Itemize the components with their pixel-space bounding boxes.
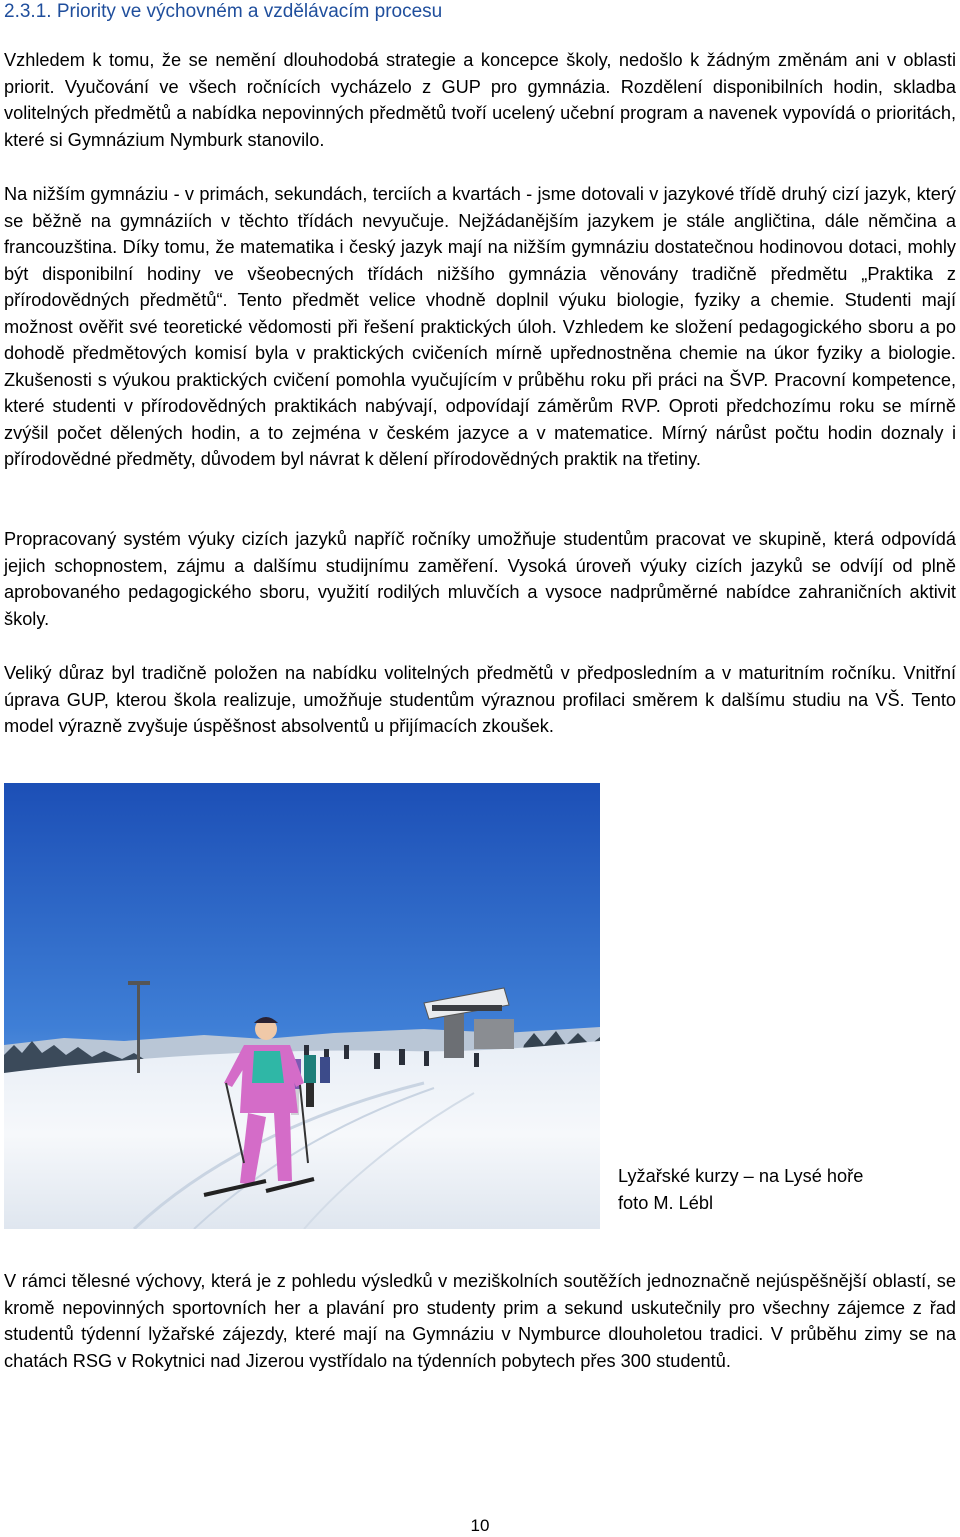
paragraph-physical-education: V rámci tělesné výchovy, která je z pohledu výsledků v meziškolních soutěžích jednoznačně nejúspěšnější oblastí, se kromě nepovinných sportovních her a plavání pro studenty prim a sekund uskutečnily pro všechny zájemce z řad studentů týdenní lyžařské zájezdy, které mají na Gymnáziu v Nymburce dlouholetou tradici. V průběhu zimy se na chatách RSG v Rokytnici nad Jizerou vystřídalo na týdenních pobytech přes 300 studentů. <box>4 1271 956 1371</box>
paragraph-lower-gymnasium: Na nižším gymnáziu - v primách, sekundách, terciích a kvartách - jsme dotovali v jazykové třídě druhý cizí jazyk, který se běžně na gymnáziích v těchto třídách nevyučuje. Nejžádanějším jazykem je stále angličtina, dále němčina a francouzština. Díky tomu, že matematika i český jazyk mají na nižším gymnáziu dostatečnou hodinovou dotaci, mohly být disponibilní hodiny ve všeobecných třídách nižšího gymnázia věnovány tradičně předmětu „Praktika z přírodovědných předmětů“. Tento předmět velice vhodně doplnil výuku biologie, fyziky a chemie. Studenti mají možnost ověřit své teoretické vědomosti při řešení praktických úloh. Vzhledem ke složení pedagogického sboru a po dohodě předmětových komisí byla v praktických cvičeních mírně upřednostněna chemie na úkor fyziky a biologie. Zkušenosti s výukou praktických cvičení pomohla vyučujícím v průběhu roku při práci na ŠVP. Pracovní kompetence, které studenti v přírodovědných praktikách nabývají, odpovídají záměrům RVP. Oproti předchozímu roku se mírně zvýšil počet dělených hodin, a to zejména v českém jazyce a v matematice. Mírný nárůst počtu hodin doznaly i přírodovědné předměty, důvodem byl návrat k dělení přírodovědných praktik na třetiny. <box>4 184 956 469</box>
page-number: 10 <box>470 1516 490 1535</box>
paragraph-optional-subjects: Veliký důraz byl tradičně položen na nabídku volitelných předmětů v předposledním a v maturitním ročníku. Vnitřní úprava GUP, kterou škola realizuje, umožňuje studentům výraznou profilaci směrem k dalšímu studiu na VŠ. Tento model výrazně zvyšuje úspěšnost absolventů u přijímacích zkoušek. <box>4 663 956 736</box>
section-heading: 2.3.1. Priority ve výchovném a vzdělávacím procesu <box>4 1 443 22</box>
photo-caption-credit: foto M. Lébl <box>618 1193 714 1213</box>
photo-caption <box>618 1163 863 1217</box>
paragraph-priorities: Vzhledem k tomu, že se nemění dlouhodobá strategie a koncepce školy, nedošlo k žádným změnám ani v oblasti priorit. Vyučování ve všech ročnících vycházelo z GUP pro gymnázia. Rozdělení disponibilních hodin, skladba volitelných předmětů a nabídka nepovinných předmětů tvoří ucelený učební program a navenek vypovídá o prioritách, které si Gymnázium Nymburk stanovilo. <box>4 50 956 150</box>
ski-course-photo <box>4 783 600 1229</box>
paragraph-foreign-languages: Propracovaný systém výuky cizích jazyků napříč ročníky umožňuje studentům pracovat ve skupině, která odpovídá jejich schopnostem, zájmu a dalšímu studijnímu zaměření. Vysoká úroveň výuky cizích jazyků se odvíjí od plně aprobovaného pedagogického sboru, využití rodilých mluvčích a vysoce nadprůměrné nabídce zahraničních aktivit školy. <box>4 529 956 629</box>
photo-caption-title: Lyžařské kurzy – na Lysé hoře <box>618 1166 864 1186</box>
